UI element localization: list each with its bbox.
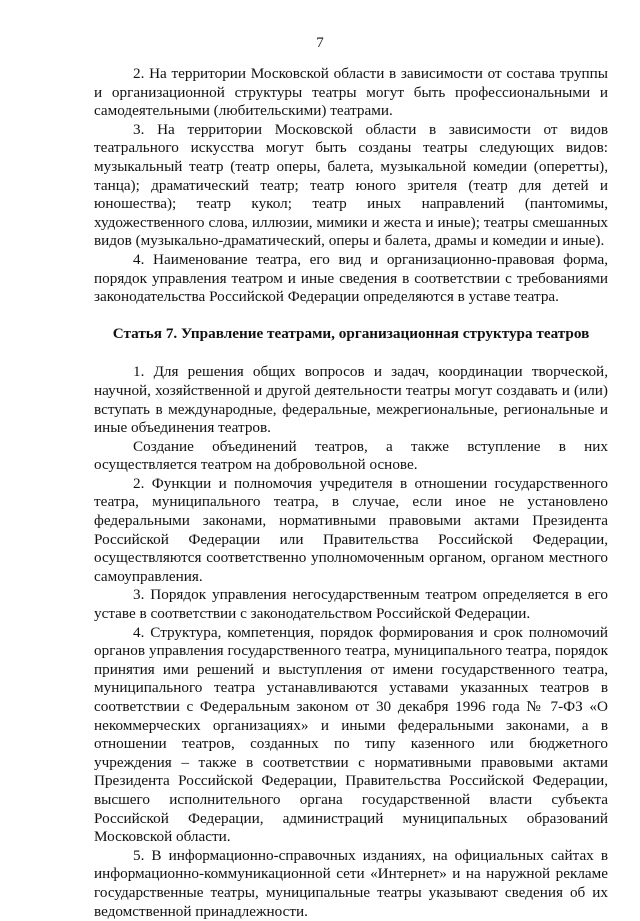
document-body [94, 65, 608, 921]
paragraph-territory-troupe: 2. На территории Московской области в зависимости от состава труппы и организационной структуры театры могут быть профессиональными и самодеятельными (любительскими) театрами. [94, 65, 608, 120]
paragraph-management-structure: 4. Структура, компетенция, порядок формирования и срок полномочий органов управления государственного театра, муниципального театра, порядок принятия ими решений и выступления от имени государственного театра, муниципального театра устанавливаются уставами указанных театров в соответствии с Федеральным законом от 30 декабря 1996 года № 7-ФЗ «О некоммерческих организациях» и иными федеральными законами, а в отношении театров, созданных по типу казенного или бюджетного учреждения – также в соответствии с нормативными правовыми актами Президента Российской Федерации, Правительства Российской Федерации, высшего исполнительного органа государственной власти субъекта Российской Федерации, администраций муниципальных образований Московской области. [94, 623, 608, 846]
paragraph-theatre-charter: 4. Наименование театра, его вид и организационно-правовая форма, порядок управления театром и иные сведения в соответствии с требованиями законодательства Российской Федерации определяются в уставе театра. [94, 250, 608, 306]
paragraph-departmental-affiliation: 5. В информационно-справочных изданиях, на официальных сайтах в информационно-коммуникационной сети «Интернет» и на наружной рекламе государственные театры, муниципальные театры указывают сведения об их ведомственной принадлежности. [94, 846, 608, 920]
paragraph-founder-functions: 2. Функции и полномочия учредителя в отношении государственного театра, муниципального театра, в случае, если иное не установлено федеральными законами, нормативными правовыми актами Президента Российской Федерации или Правительства Российской Федерации, осуществляются соответственно уполномоченным органом, органом местного самоуправления. [94, 474, 608, 585]
paragraph-voluntary-basis: Создание объединений театров, а также вступление в них осуществляется театром на добровольной основе. [94, 437, 608, 474]
paragraph-nongovernment-management: 3. Порядок управления негосударственным театром определяется в его уставе в соответствии с законодательством Российской Федерации. [94, 586, 608, 623]
page-number: 7 [316, 35, 324, 51]
article-heading: Статья 7. Управление театрами, организационная структура театров [112, 324, 590, 342]
paragraph-theatre-types: 3. На территории Московской области в зависимости от видов театрального искусства могут быть созданы театры следующих видов: музыкальный театр (театр оперы, балета, музыкальной комедии (оперетты), танца); драматический театр; театр юного зрителя (театр для детей и юношества); театр кукол; театр иных направлений (пантомимы, художественного слова, иллюзии, мимики и жеста и иные); театры смешанных видов (музыкально-драматический, оперы и балета, драмы и комедии и иные). [94, 120, 608, 250]
paragraph-associations: 1. Для решения общих вопросов и задач, координации творческой, научной, хозяйственной и другой деятельности театры могут создавать и (или) вступать в международные, федеральные, межрегиональные, региональные и иные объединения театров. [94, 363, 608, 437]
